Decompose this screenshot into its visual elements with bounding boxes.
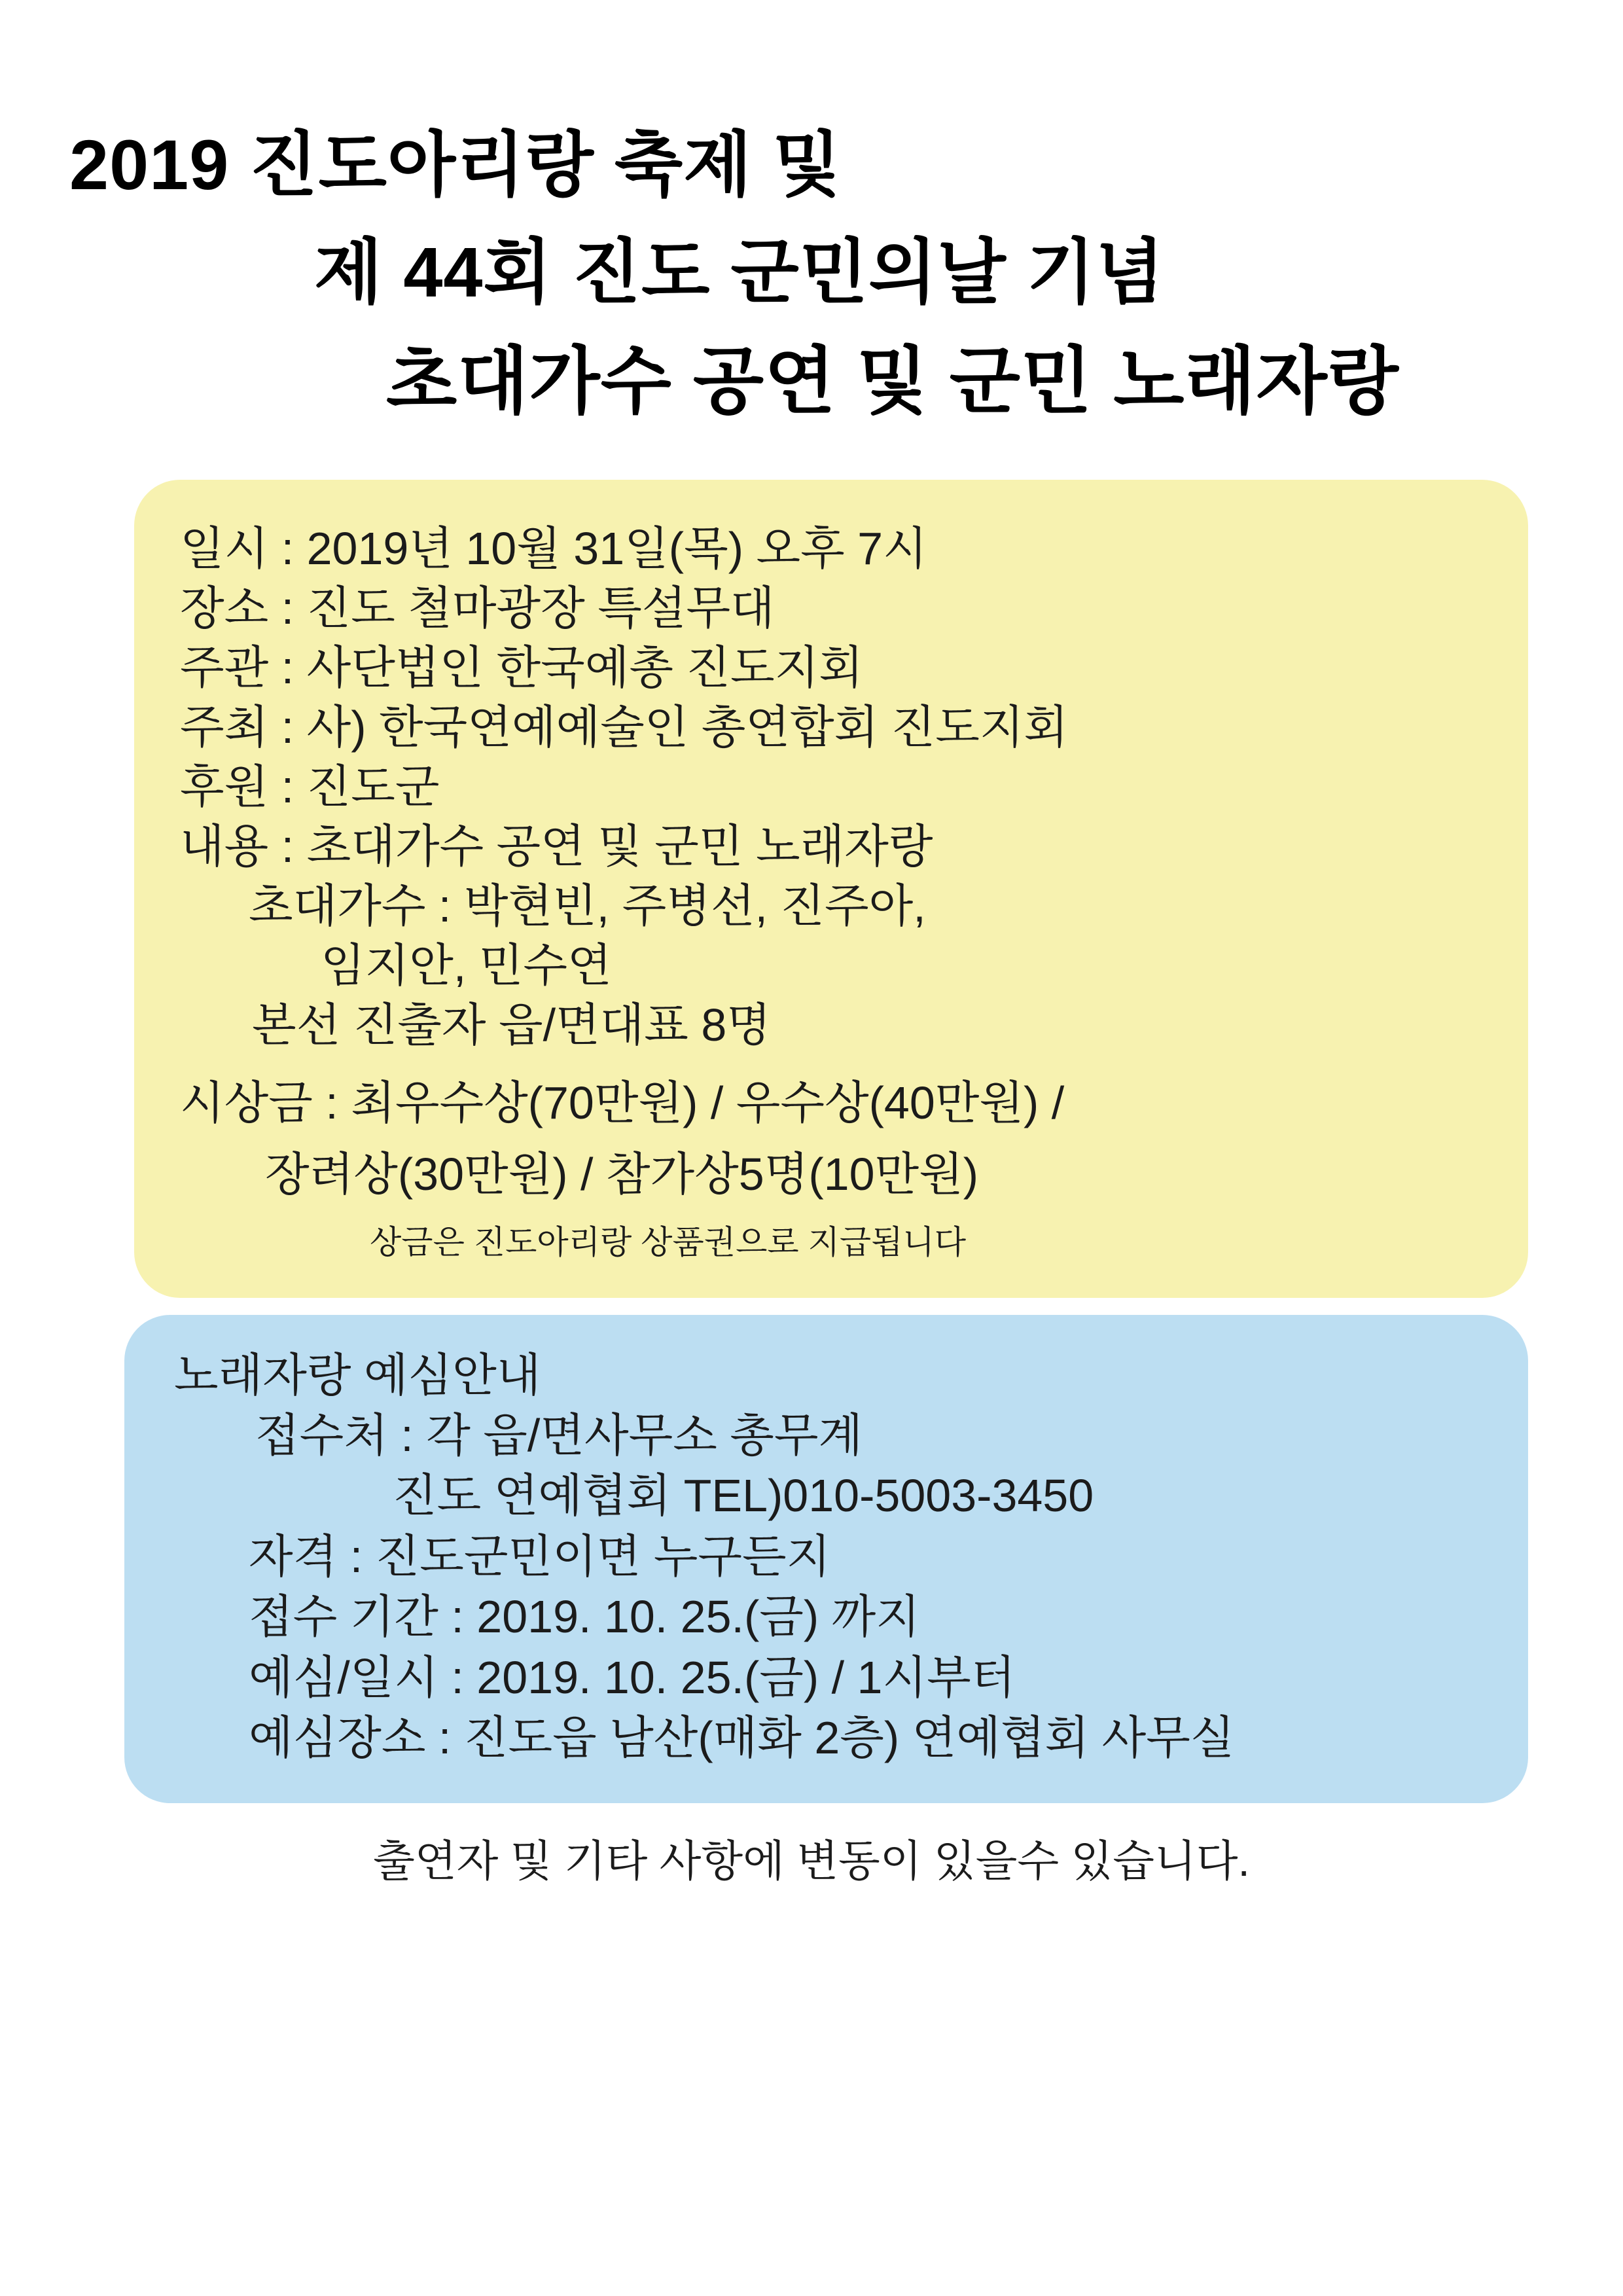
info-line-guest-singers-2: 임지안, 민수연 <box>321 939 612 991</box>
title-line-3: 초대가수 공연 및 군민 노래자랑 <box>386 340 1399 423</box>
info-line-content: 내용 : 초대가수 공연 및 군민 노래자랑 <box>180 820 933 872</box>
audition-line-reception: 접수처 : 각 읍/면사무소 총무계 <box>255 1409 863 1461</box>
info-line-guest-singers-1: 초대가수 : 박현빈, 주병선, 진주아, <box>249 880 926 931</box>
info-line-host: 주최 : 사) 한국연예예술인 총연합회 진도지회 <box>180 701 1069 753</box>
info-line-organizer: 주관 : 사단법인 한국예총 진도지회 <box>180 641 863 693</box>
audition-heading: 노래자랑 예심안내 <box>174 1349 541 1401</box>
info-line-date: 일시 : 2019년 10월 31일(목) 오후 7시 <box>180 522 927 574</box>
info-line-prize-note: 상금은 진도아리랑 상품권으로 지급됩니다 <box>370 1223 967 1261</box>
poster-title <box>59 111 1564 438</box>
event-info-panel <box>134 480 1528 1298</box>
info-line-prize-2: 장려상(30만원) / 참가상5명(10만원) <box>265 1148 979 1200</box>
title-line-2: 제 44회 진도 군민의날 기념 <box>314 232 1165 312</box>
audition-line-datetime: 예심/일시 : 2019. 10. 25.(금) / 1시부터 <box>249 1651 1016 1703</box>
audition-line-deadline: 접수 기간 : 2019. 10. 25.(금) 까지 <box>249 1591 920 1643</box>
audition-line-phone: 진도 연예협회 TEL)010-5003-3450 <box>393 1470 1094 1522</box>
audition-info-panel <box>124 1315 1528 1804</box>
title-line-1: 2019 진도아리랑 축제 및 <box>69 125 842 204</box>
info-line-sponsor: 후원 : 진도군 <box>180 761 440 812</box>
info-line-venue: 장소 : 진도 철마광장 특설무대 <box>180 582 775 634</box>
audition-line-eligibility: 자격 : 진도군민이면 누구든지 <box>249 1530 831 1582</box>
poster-footer-note: 출연자 및 기타 사항에 변동이 있을수 있습니다. <box>373 1837 1250 1886</box>
info-line-finalists: 본선 진출자 읍/면대표 8명 <box>252 999 771 1050</box>
info-line-prize-1: 시상금 : 최우수상(70만원) / 우수상(40만원) / <box>180 1077 1065 1128</box>
audition-line-location: 예심장소 : 진도읍 남산(매화 2층) 연예협회 사무실 <box>249 1712 1235 1763</box>
